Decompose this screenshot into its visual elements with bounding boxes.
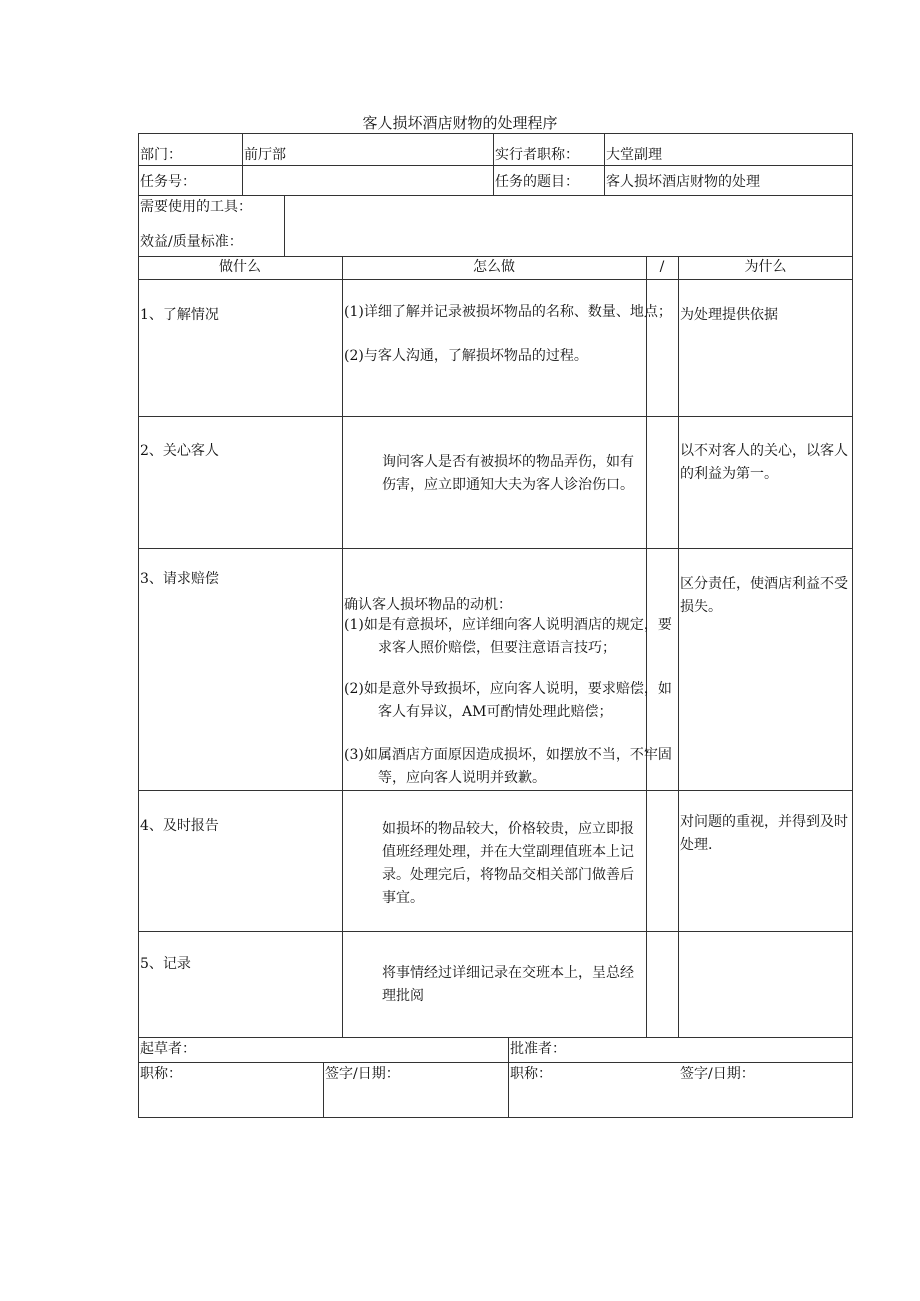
column-header-slash: / [659, 259, 665, 275]
task-no-label: 任务号： [140, 174, 196, 190]
col-divider [342, 256, 343, 1037]
step-how-item: (2)与客人沟通，了解损坏物品的过程。 [344, 348, 588, 364]
row-divider [138, 279, 853, 280]
executor-title-value: 大堂副理 [606, 147, 662, 163]
drafter-label: 起草者： [140, 1041, 196, 1057]
department-value: 前厅部 [244, 147, 286, 163]
col-divider [323, 1062, 324, 1118]
step-how: 如损坏的物品较大，价格较贵，应立即报值班经理处理，并在大堂副理值班本上记录。处理完后，将物品交相关部门做善后事宜。 [382, 821, 634, 906]
column-header-how: 怎么做 [473, 259, 515, 275]
col-divider [284, 195, 285, 256]
step-how-item: (1)详细了解并记录被损坏物品的名称、数量、地点； [344, 304, 672, 320]
row-divider [138, 416, 853, 417]
step-what: 1、了解情况 [140, 307, 219, 323]
step-how-item: (3)如属酒店方面原因造成损坏，如摆放不当，不牢固等，应向客人说明并致歉。 [344, 747, 672, 786]
document-title: 客人损坏酒店财物的处理程序 [362, 114, 558, 132]
step-what: 2、关心客人 [140, 443, 219, 459]
step-how-item: (2)如是意外导致损坏，应向客人说明，要求赔偿，如客人有异议，AM可酌情处理此赔偿； [344, 681, 672, 720]
column-header-why: 为什么 [744, 259, 787, 275]
col-divider [242, 133, 243, 195]
step-why: 区分责任，使酒店利益不受损失。 [680, 576, 848, 615]
step-how: 询问客人是否有被损坏的物品弄伤，如有伤害，应立即通知大夫为客人诊治伤口。 [382, 454, 634, 493]
title-label-right: 职称： [510, 1066, 552, 1082]
signature-date-label-right: 签字/日期： [680, 1066, 755, 1082]
tools-label: 需要使用的工具： [140, 199, 252, 215]
task-topic-value: 客人损坏酒店财物的处理 [606, 174, 760, 190]
col-divider [604, 133, 605, 195]
step-what: 4、及时报告 [140, 818, 219, 834]
title-label-left: 职称： [140, 1066, 182, 1082]
task-topic-label: 任务的题目： [495, 174, 579, 190]
signature-date-label-left: 签字/日期： [325, 1066, 400, 1082]
quality-label: 效益/质量标准： [140, 234, 243, 250]
step-how-item: (1)如是有意损坏，应详细向客人说明酒店的规定，要求客人照价赔偿，但要注意语言技巧； [344, 617, 672, 656]
step-what: 3、请求赔偿 [140, 571, 219, 587]
department-label: 部门： [140, 147, 182, 163]
step-what: 5、记录 [140, 956, 191, 972]
row-divider [138, 790, 853, 791]
row-divider [138, 931, 853, 932]
row-divider [138, 1037, 853, 1038]
executor-title-label: 实行者职称： [495, 147, 579, 163]
col-divider [508, 1037, 509, 1118]
row-divider [138, 548, 853, 549]
step-why: 以不对客人的关心，以客人的利益为第一。 [680, 443, 848, 482]
step-how-intro: 确认客人损坏物品的动机： [344, 597, 512, 613]
approver-label: 批准者： [510, 1041, 566, 1057]
step-why: 为处理提供依据 [680, 307, 778, 323]
step-how: 将事情经过详细记录在交班本上，呈总经理批阅 [382, 965, 634, 1004]
col-divider [493, 133, 494, 195]
step-why: 对问题的重视，并得到及时处理. [680, 814, 848, 853]
column-header-what: 做什么 [219, 259, 261, 275]
